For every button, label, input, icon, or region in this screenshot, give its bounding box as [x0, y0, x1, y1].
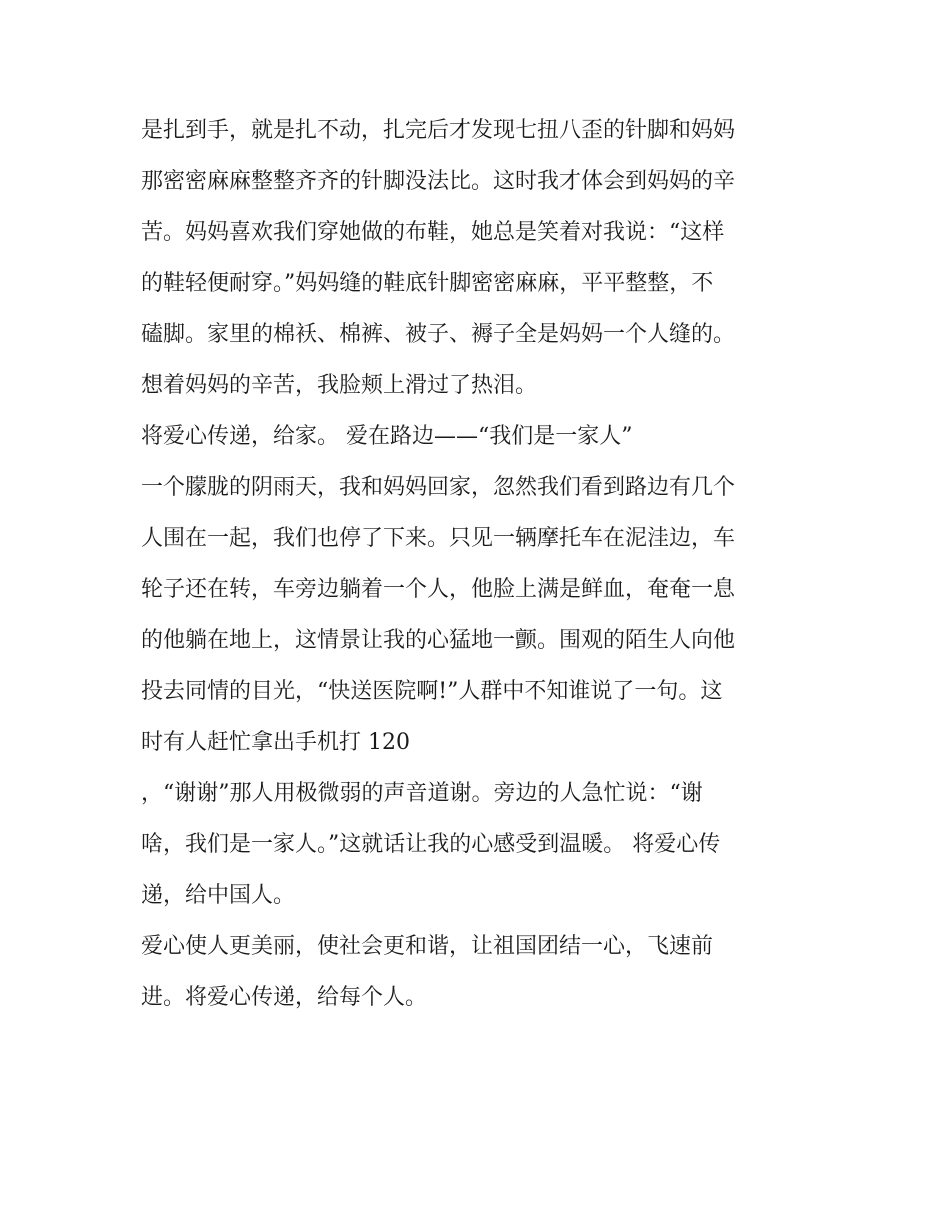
text-line-11: 的他躺在地上，这情景让我的心猛地一颤。围观的陌生人向他	[141, 628, 736, 653]
text-line-6: 想着妈妈的辛苦，我脸颊上滑过了热泪。	[141, 373, 538, 398]
text-line-16: 递，给中国人。	[141, 883, 296, 908]
text-line-8: 一个朦胧的阴雨天，我和妈妈回家，忽然我们看到路边有几个	[141, 475, 736, 500]
text-line-1: 是扎到手，就是扎不动，扎完后才发现七扭八歪的针脚和妈妈	[141, 118, 736, 143]
text-line-15: 啥，我们是一家人。”这就话让我的心感受到温暖。 将爱心传	[141, 832, 721, 857]
text-line-10: 轮子还在转，车旁边躺着一个人，他脸上满是鲜血，奄奄一息	[141, 577, 736, 602]
section-heading-line: 将爱心传递，给家。 爱在路边——“我们是一家人”	[141, 424, 633, 449]
text-line-5: 磕脚。家里的棉袄、棉裤、被子、褥子全是妈妈一个人缝的。	[141, 322, 736, 347]
body-text	[141, 105, 821, 1023]
text-line-4: 的鞋轻便耐穿。”妈妈缝的鞋底针脚密密麻麻，平平整整，不	[141, 271, 714, 296]
text-line-3: 苦。妈妈喜欢我们穿她做的布鞋，她总是笑着对我说：“这样	[141, 220, 725, 245]
text-line-2: 那密密麻麻整整齐齐的针脚没法比。这时我才体会到妈妈的辛	[141, 169, 736, 194]
text-line-14: ，“谢谢”那人用极微弱的声音道谢。旁边的人急忙说：“谢	[141, 781, 703, 806]
text-line-18: 进。将爱心传递，给每个人。	[141, 985, 428, 1010]
text-line-13: 时有人赶忙拿出手机打 120	[141, 730, 410, 755]
text-line-12: 投去同情的目光，“快送医院啊!”人群中不知谁说了一句。这	[141, 679, 723, 704]
text-line-17: 爱心使人更美丽，使社会更和谐，让祖国团结一心，飞速前	[141, 934, 714, 959]
text-line-9: 人围在一起，我们也停了下来。只见一辆摩托车在泥洼边，车	[141, 526, 736, 551]
